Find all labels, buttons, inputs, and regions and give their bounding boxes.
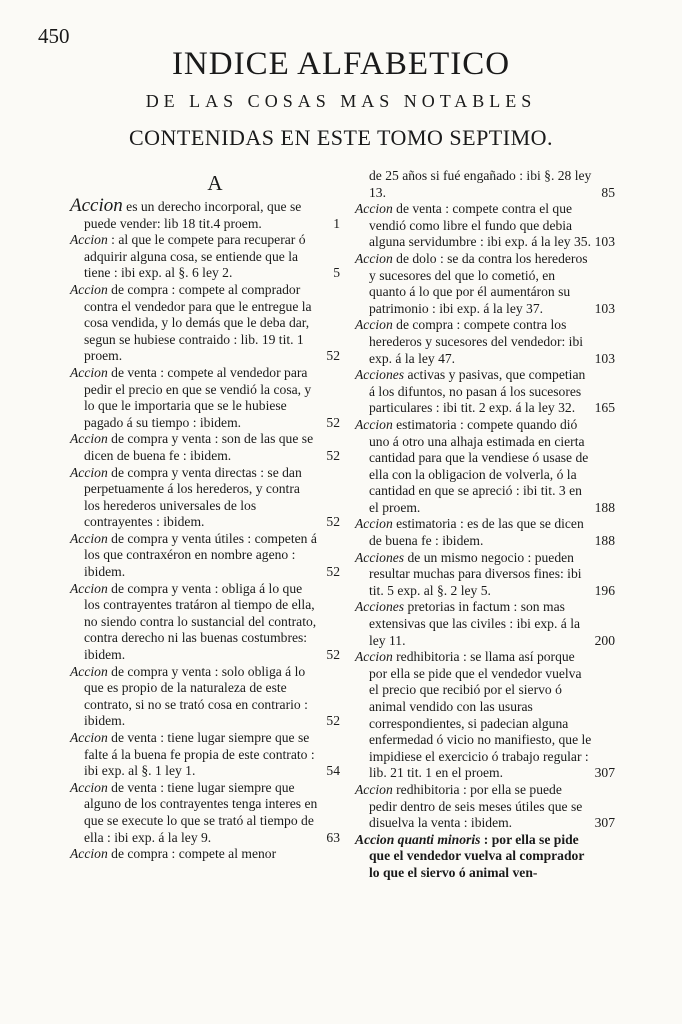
index-entry [70,232,340,282]
entry-heading: Accion [355,649,393,665]
page-number: 450 [38,24,70,48]
left-entry-list [70,195,340,863]
page-title: INDICE ALFABETICO [171,46,511,82]
index-entry [70,530,340,581]
entry-heading: Accion [355,201,393,217]
index-entry [70,281,340,365]
entry-text: estimatoria : es de las que se dicen de buena fe : ibidem. [369,516,584,549]
index-entry [355,367,615,417]
entry-heading: Accion [355,781,393,797]
index-entry [355,831,613,882]
entry-text: de dolo : se da contra los herederos y sucesores del que lo cometió, en quanto á lo que por él aumentáron su patrimonio : ibi exp. á la ley 37. [369,250,588,316]
right-column [355,168,613,882]
entry-heading: Accion [70,431,108,447]
entry-page-number: 52 [326,514,340,530]
right-entry-list [355,201,613,881]
entry-page-number: 52 [326,647,340,663]
entry-text: de compra y venta : son de las que se dicen de buena fe : ibidem. [84,431,314,463]
entry-text: de venta : tiene lugar siempre que se falte á la buena fe propia de este contrato : ibi exp. al §. 1 ley 1. [84,730,315,779]
entry-page-number: 103 [594,300,615,316]
entry-heading: Acciones [355,367,405,383]
entry-page-number: 307 [594,765,615,781]
section-letter: A [207,171,223,195]
entry-text: de venta : tiene lugar siempre que alguno de los contrayentes tenga interes en que se execute lo que se trató al tiempo de ella : ibi exp. á la ley 9. [84,779,318,845]
index-entry [70,730,340,780]
entry-heading: Accion [70,232,108,248]
subtitle-line-2: CONTENIDAS EN ESTE TOMO SEPTIMO. [128,125,554,150]
entry-text: redhibitoria : por ella se puede pedir dentro de seis meses útiles que se disuelva la venta : ibidem. [369,781,583,831]
index-entry [70,663,340,730]
entry-heading: Acciones [355,599,405,615]
index-entry [355,201,615,251]
entry-heading: Acciones [355,549,405,565]
entry-text: redhibitoria : se llama así porque por ella se pide que el vendedor vuelva el precio que recibió por el siervo ó animal vendido con las usuras correspondientes, si padecian alguna enfermedad ó vicio no manifiesto, que le impidiese el exercicio ó trabajo regular : lib. 21 tit. 1 en el proem. [369,649,592,781]
entry-text: estimatoria : compete quando dió uno á otro una alhaja estimada en cierta cantidad para que la vendiese ó usase de ella con la obligacion de volverla, ó la cantidad en que se apreció : ibi tit. 3 en el proem. [369,416,589,515]
continued-entry-page: 85 [601,184,615,200]
index-entry [355,649,615,782]
index-entry [70,846,338,863]
entry-page-number: 307 [594,815,615,831]
index-entry [355,516,615,549]
entry-heading: Accion [355,317,393,333]
entry-heading: Accion [70,195,123,216]
entry-text: de compra : compete al menor [107,846,277,862]
entry-heading: Accion [70,779,108,795]
entry-heading: Accion quanti minoris [355,831,481,847]
entry-heading: Accion [70,663,108,679]
entry-page-number: 52 [326,414,340,430]
left-column [70,168,338,863]
index-entry [70,779,340,846]
entry-heading: Accion [70,281,108,297]
entry-heading: Accion [70,364,108,380]
entry-page-number: 63 [326,829,340,845]
entry-page-number: 165 [594,400,615,416]
entry-heading: Accion [70,730,108,745]
entry-text: : al que le compete para recuperar ó adquirir alguna cosa, se entiende que la tiene : ibi exp. al §. 6 ley 2. [84,232,306,281]
entry-text: : por ella se pide que el vendedor vuelva al comprador lo que el siervo ó animal ven- [369,831,585,880]
entry-heading: Accion [355,250,393,266]
index-entry [355,416,615,517]
entry-heading: Accion [355,416,393,432]
entry-heading: Accion [355,516,393,532]
entry-page-number: 52 [326,713,340,729]
entry-page-number: 200 [594,632,615,648]
entry-text: de compra y venta : obliga á lo que los contrayentes tratáron al tiempo de ella, no siendo contra lo sustancial del contrato, contra derecho ni las buenas costumbres: ibidem. [84,580,317,663]
entry-page-number: 1 [333,215,340,231]
entry-page-number: 52 [326,447,340,463]
entry-text: de un mismo negocio : pueden resultar muchas para diversos fines: ibi tit. 5 exp. al §. 2 ley 5. [369,549,582,598]
entry-page-number: 196 [594,582,615,598]
index-entry [70,364,340,431]
index-entry [355,781,615,832]
entry-text: de compra y venta directas : se dan perpetuamente á los herederos, y contra los herederos universales de los contrayentes : ibidem. [84,464,302,530]
index-entry [355,549,615,600]
entry-heading: Accion [70,530,108,546]
entry-page-number: 52 [326,564,340,580]
entry-heading: Accion [70,846,108,862]
entry-text: de compra : compete al comprador contra el vendedor para que le entregue la cosa vendida, y lo demás que le deba dar, segun se hubiese contraido : lib. 19 tit. 1 proem. [84,281,312,364]
index-entry [70,195,340,232]
continued-entry [369,168,613,201]
index-entry [70,464,340,531]
index-entry [70,580,340,664]
entry-text: de compra y venta : solo obliga á lo que es propio de la naturaleza de este contrato, si no se trató cosa en contrario : ibidem. [84,663,308,729]
entry-heading: Accion [70,580,108,596]
entry-page-number: 188 [594,533,615,549]
entry-text: de venta : compete contra el que vendió como libre el fundo que debia alguna servidumbre : ibi exp. á la ley 35. [369,201,591,250]
entry-page-number: 54 [326,763,340,779]
entry-text: de compra y venta útiles : competen á los que contraxéron en nombre ageno : ibidem. [84,530,317,580]
continued-entry-text: de 25 años si fué engañado : ibi §. 28 ley 13. [369,168,592,200]
entry-page-number: 188 [594,499,615,515]
entry-text: pretorias in factum : son mas extensivas que las civiles : ibi exp. á la ley 11. [369,599,581,648]
entry-page-number: 52 [326,348,340,364]
index-entry [355,317,615,367]
entry-page-number: 5 [333,265,340,281]
entry-page-number: 103 [594,350,615,366]
subtitle-line-1: DE LAS COSAS MAS NOTABLES [145,91,537,111]
entry-text: de compra : compete contra los herederos y sucesores del vendedor: ibi exp. á la ley 47. [369,317,584,366]
entry-text: de venta : compete al vendedor para pedir el precio en que se vendió la cosa, y lo que le importaria que se le hubiese pagado á su tiempo : ibidem. [84,364,312,430]
entry-page-number: 103 [594,234,615,250]
index-entry [355,599,615,649]
entry-text: es un derecho incorporal, que se puede vender: lib 18 tit.4 proem. [84,199,302,231]
index-entry [70,431,340,464]
entry-heading: Accion [70,464,108,480]
index-entry [355,250,615,317]
entry-text: activas y pasivas, que competian á los difuntos, no pasan á los sucesores particulares : ibi tit. 2 exp. á la ley 32. [369,367,586,416]
